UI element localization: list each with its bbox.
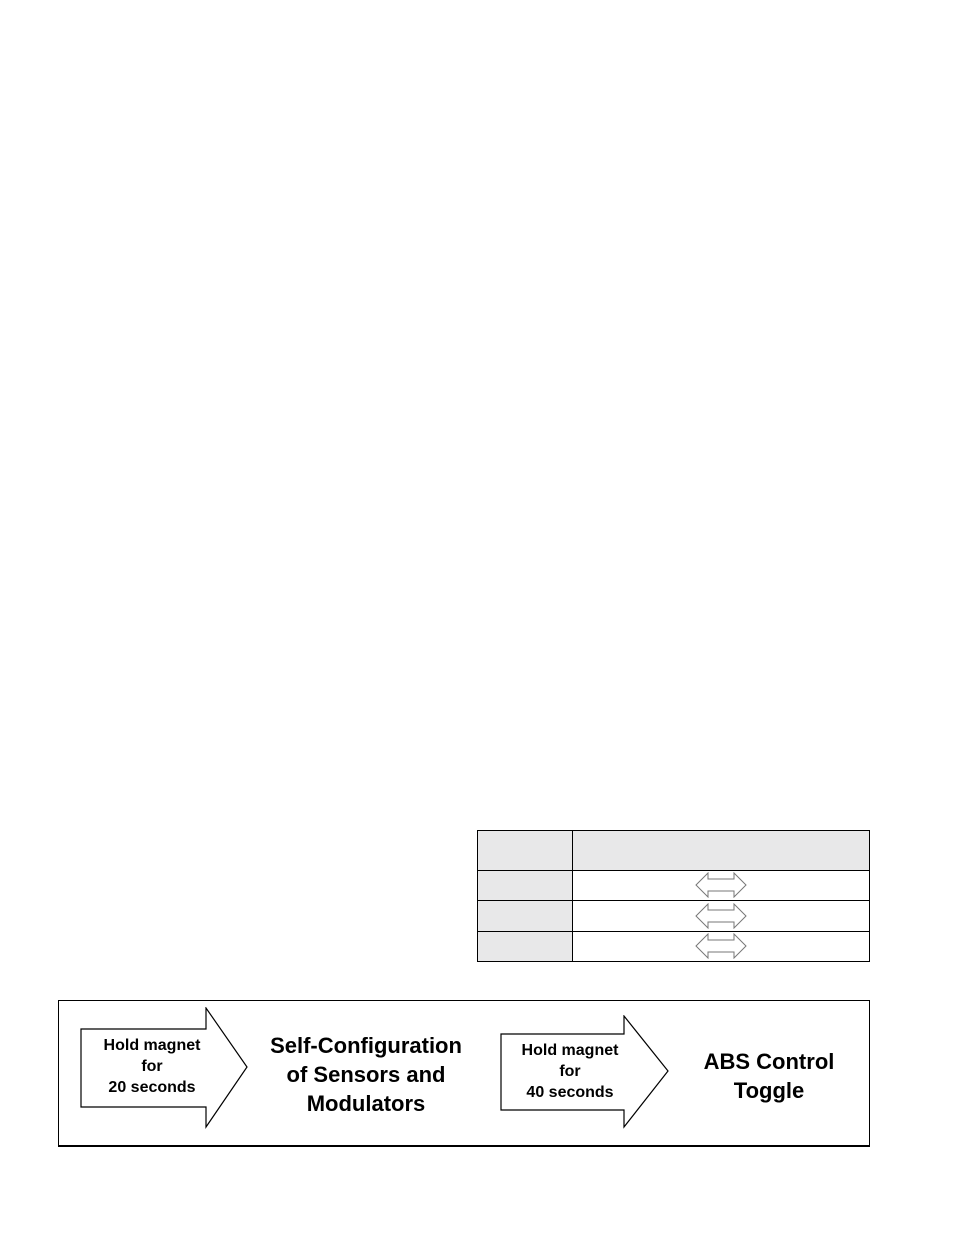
arrow-label-line: 20 seconds: [108, 1079, 196, 1096]
result-line: of Sensors and: [286, 1062, 446, 1087]
row-label-cell: [478, 871, 573, 900]
table-row: [478, 871, 870, 900]
result-line: ABS Control: [703, 1049, 835, 1074]
step1-arrow-label: [84, 1035, 220, 1098]
arrow-label-line: for: [559, 1063, 581, 1080]
row-value-cell: [573, 900, 870, 931]
step1-arrow: [80, 1007, 248, 1129]
arrow-label-line: 40 seconds: [526, 1084, 614, 1101]
row-value-cell: [573, 871, 870, 900]
status-table: [477, 830, 870, 962]
header-cell-1: [478, 831, 573, 871]
result-line: Modulators: [306, 1091, 426, 1116]
arrow-label-line: for: [141, 1058, 163, 1075]
double-arrow-icon: [695, 903, 747, 929]
table-header-row: [478, 831, 870, 871]
magnet-flow-diagram: [58, 1000, 870, 1147]
step2-result: [678, 1047, 860, 1105]
result-line: Toggle: [733, 1078, 805, 1103]
table-row: [478, 931, 870, 961]
step2-arrow: [500, 1015, 670, 1129]
step1-result: [252, 1031, 480, 1118]
result-line: Self-Configuration: [270, 1033, 462, 1058]
header-cell-2: [573, 831, 870, 871]
row-value-cell: [573, 931, 870, 961]
double-arrow-icon: [695, 872, 747, 898]
arrow-label-line: Hold magnet: [103, 1037, 201, 1054]
double-arrow-icon: [695, 933, 747, 959]
step2-arrow-label: [504, 1040, 636, 1103]
arrow-label-line: Hold magnet: [521, 1042, 619, 1059]
table-row: [478, 900, 870, 931]
row-label-cell: [478, 900, 573, 931]
row-label-cell: [478, 931, 573, 961]
